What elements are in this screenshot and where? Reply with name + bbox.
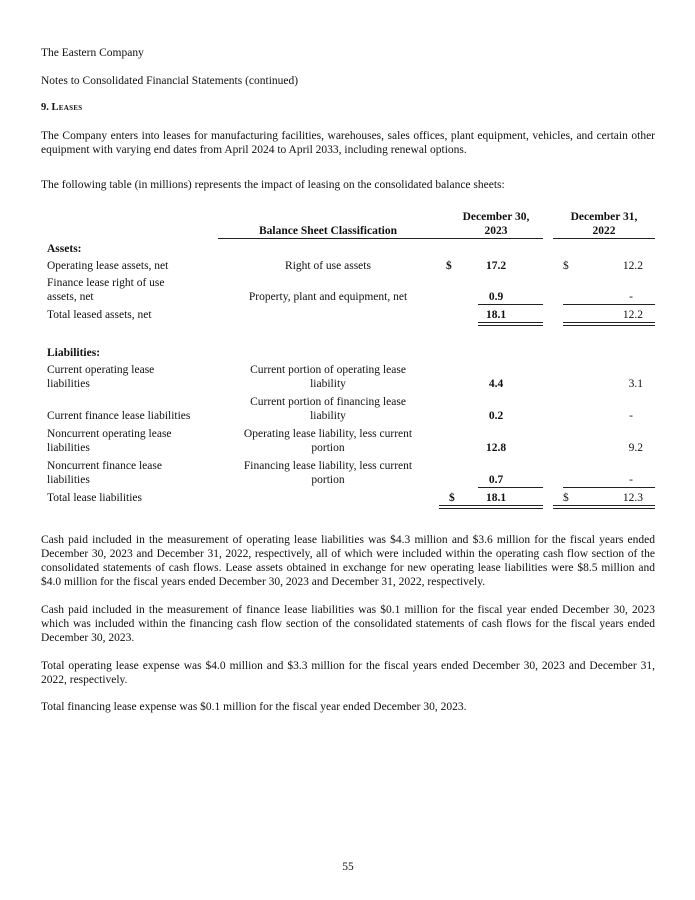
value-2022: - xyxy=(629,474,633,486)
subtotal-rule-2023 xyxy=(478,304,543,305)
financing-expense-paragraph: Total financing lease expense was $0.1 million for the fiscal year ended December 30, 2023. xyxy=(41,701,467,713)
header-col-2023-line1: December 30, xyxy=(462,211,530,223)
value-2022: 12.2 xyxy=(622,260,643,272)
row-label-line2: assets, net xyxy=(47,291,94,303)
row-label-line1: Current operating lease xyxy=(47,364,155,376)
dollar-sign: $ xyxy=(563,492,569,504)
table-intro-paragraph: The following table (in millions) represents the impact of leasing on the consolidated balance sheets: xyxy=(41,179,505,191)
row-label-line2: liabilities xyxy=(47,442,90,454)
value-2023: 0.2 xyxy=(488,410,504,422)
subtotal-rule-2022 xyxy=(563,487,655,488)
total-value-2022: 12.3 xyxy=(622,492,643,504)
total-value-2023: 18.1 xyxy=(485,309,507,321)
section-number: 9. xyxy=(41,102,52,113)
row-label: Operating lease assets, net xyxy=(47,260,169,272)
header-col-2022-line1: December 31, xyxy=(570,211,638,223)
total-double-rule-2023 xyxy=(439,505,543,509)
total-row-label: Total lease liabilities xyxy=(47,492,142,504)
intro-paragraph: The Company enters into leases for manufacturing facilities, warehouses, sales offices, plant equipment, vehicles, and certain other equipment with varying end dates from April 2024 to April 2033, including renewal options. xyxy=(41,130,655,157)
header-rule-classification xyxy=(218,238,439,239)
header-classification: Balance Sheet Classification xyxy=(259,225,397,237)
page-number: 55 xyxy=(342,861,354,873)
cash-paid-finance-paragraph: Cash paid included in the measurement of finance lease liabilities was $0.1 million for the fiscal year ended December 30, 2023 which was included within the financing cash flow section of the consolidated statements of cash flows for the fiscal years ended December 30, 2023. xyxy=(41,604,655,645)
lease-balance-table xyxy=(41,208,655,510)
row-label-line1: Noncurrent finance lease xyxy=(47,460,162,472)
value-2022: 9.2 xyxy=(628,442,643,454)
header-col-2022-line2: 2022 xyxy=(592,225,616,237)
total-double-rule-2023 xyxy=(478,322,543,326)
row-classification-line1: Current portion of operating lease xyxy=(250,364,406,376)
header-rule-2023 xyxy=(439,238,543,239)
liabilities-section-title: Liabilities: xyxy=(47,347,101,359)
row-label-line2: liabilities xyxy=(47,474,90,486)
row-label-line1: Finance lease right of use xyxy=(47,277,165,289)
company-name: The Eastern Company xyxy=(41,47,144,59)
value-2023: 4.4 xyxy=(488,378,504,390)
value-2022: - xyxy=(629,291,633,303)
total-double-rule-2022 xyxy=(563,322,655,326)
value-2022: 3.1 xyxy=(628,378,643,390)
dollar-sign: $ xyxy=(563,260,569,272)
row-label-line1: Noncurrent operating lease xyxy=(47,428,172,440)
total-row-label: Total leased assets, net xyxy=(47,309,152,321)
row-classification-line2: liability xyxy=(310,378,346,390)
cash-paid-operating-paragraph: Cash paid included in the measurement of operating lease liabilities was $4.3 million and $3.6 million for the fiscal years ended December 30, 2023 and December 31, 2022, respectively, all of which were included within the operating cash flow section of the consolidated statements of cash flows. Lease assets obtained in exchange for new operating lease liabilities were $8.5 million and $4.0 million for the fiscal years ended December 30, 2023 and December 31, 2022, respectively. xyxy=(41,534,655,589)
value-2022: - xyxy=(629,410,633,422)
row-classification-line2: liability xyxy=(310,410,346,422)
section-title: Leases xyxy=(51,102,83,113)
row-label-line2: liabilities xyxy=(47,378,90,390)
header-rule-2022 xyxy=(553,238,655,239)
row-label: Current finance lease liabilities xyxy=(47,410,191,422)
assets-section-title: Assets: xyxy=(47,243,82,255)
row-classification: Right of use assets xyxy=(285,260,371,272)
total-double-rule-2022 xyxy=(553,505,655,509)
subtotal-rule-2023 xyxy=(478,487,543,488)
total-value-2023: 18.1 xyxy=(485,492,507,504)
document-subtitle: Notes to Consolidated Financial Statements (continued) xyxy=(41,75,299,87)
operating-expense-paragraph: Total operating lease expense was $4.0 million and $3.3 million for the fiscal years ended December 30, 2023 and December 31, 2022, respectively. xyxy=(41,660,655,687)
value-2023: 0.9 xyxy=(488,291,504,303)
value-2023: 17.2 xyxy=(485,260,507,272)
header-col-2023-line2: 2023 xyxy=(484,225,508,237)
total-value-2022: 12.2 xyxy=(622,309,643,321)
subtotal-rule-2022 xyxy=(563,304,655,305)
dollar-sign: $ xyxy=(446,260,452,272)
value-2023: 0.7 xyxy=(488,474,504,486)
row-classification: Property, plant and equipment, net xyxy=(248,291,408,303)
row-classification-line1: Current portion of financing lease xyxy=(250,396,406,408)
row-classification-line2: portion xyxy=(311,474,345,486)
section-heading xyxy=(41,102,655,115)
value-2023: 12.8 xyxy=(485,442,507,454)
row-classification-line1: Financing lease liability, less current xyxy=(243,460,413,472)
row-classification-line2: portion xyxy=(311,442,345,454)
dollar-sign: $ xyxy=(449,492,455,504)
row-classification-line1: Operating lease liability, less current xyxy=(243,428,413,440)
